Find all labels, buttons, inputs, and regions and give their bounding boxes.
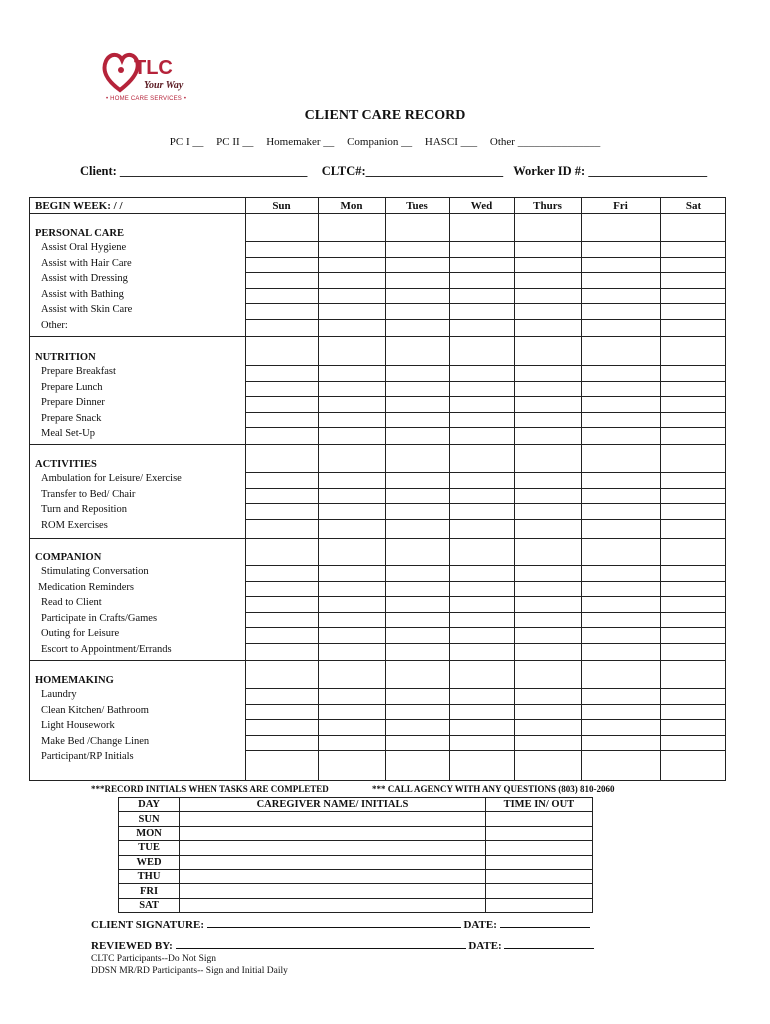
caregiver-table — [118, 797, 593, 913]
caregiver-day-mon: MON — [119, 826, 180, 840]
section-title: NUTRITION — [35, 352, 96, 363]
day-header-thurs: Thurs — [533, 200, 562, 212]
section-title-divider — [245, 365, 725, 366]
grid-column-line — [318, 198, 319, 780]
caregiver-row — [119, 841, 593, 855]
worker-id-field[interactable]: Worker ID #: ___________________ — [513, 164, 708, 178]
caregiver-name-cell[interactable] — [180, 841, 486, 855]
row-divider — [245, 519, 725, 520]
caregiver-name-header: CAREGIVER NAME/ INITIALS — [180, 798, 486, 812]
section-title-divider — [245, 241, 725, 242]
caregiver-name-cell[interactable] — [180, 855, 486, 869]
client-signature-field[interactable] — [207, 916, 461, 928]
section-title: COMPANION — [35, 552, 102, 563]
row-divider — [245, 303, 725, 304]
task-label: ROM Exercises — [41, 519, 108, 531]
row-divider — [245, 319, 725, 320]
section-title-divider — [245, 472, 725, 473]
section-divider — [30, 538, 725, 539]
footer-note-cltc: CLTC Participants--Do Not Sign — [91, 954, 216, 964]
task-label: Assist with Skin Care — [41, 304, 133, 316]
reviewed-by-label: REVIEWED BY: — [91, 940, 173, 952]
level-pc1: PC I __ — [169, 136, 204, 148]
day-header: DAY — [119, 798, 180, 812]
client-date-label: DATE: — [463, 919, 497, 931]
row-divider — [245, 581, 725, 582]
task-label: Prepare Snack — [41, 412, 102, 424]
grid-column-line — [660, 198, 661, 780]
logo-tlc-text: TLC — [134, 57, 173, 79]
task-label: Outing for Leisure — [41, 628, 120, 640]
row-divider — [245, 735, 725, 736]
task-label: Participate in Crafts/Games — [41, 612, 158, 624]
header-divider — [30, 213, 725, 214]
time-in-out-cell[interactable] — [485, 855, 592, 869]
day-header-mon: Mon — [340, 200, 363, 212]
task-label: Escort to Appointment/Errands — [41, 644, 172, 655]
caregiver-row — [119, 826, 593, 840]
time-in-out-cell[interactable] — [485, 898, 592, 912]
level-other: Other _______________ — [489, 136, 601, 148]
service-level-line — [0, 136, 770, 148]
task-label: Turn and Reposition — [41, 504, 127, 516]
reviewed-by-field[interactable] — [176, 937, 466, 949]
row-divider — [245, 488, 725, 489]
task-label: Medication Reminders — [38, 581, 134, 593]
row-divider — [245, 412, 725, 413]
client-date-field[interactable] — [500, 916, 590, 928]
reviewed-by-line — [91, 937, 594, 952]
task-label: Transfer to Bed/ Chair — [41, 488, 136, 500]
logo-tagline: • HOME CARE SERVICES • — [106, 96, 187, 102]
task-grid — [29, 197, 726, 781]
caregiver-row — [119, 884, 593, 898]
row-divider — [245, 288, 725, 289]
grid-column-line — [514, 198, 515, 780]
time-in-out-cell[interactable] — [485, 826, 592, 840]
task-label: Assist with Dressing — [41, 273, 128, 285]
section-title: PERSONAL CARE — [35, 228, 124, 239]
section-title-divider — [245, 565, 725, 566]
caregiver-row — [119, 869, 593, 883]
caregiver-day-wed: WED — [119, 855, 180, 869]
row-divider — [245, 719, 725, 720]
level-pc2: PC II __ — [216, 136, 254, 148]
section-divider — [30, 660, 725, 661]
begin-week-label[interactable]: BEGIN WEEK: / / — [35, 200, 123, 212]
section-divider — [30, 336, 725, 337]
grid-column-line — [581, 198, 582, 780]
grid-column-line — [245, 198, 246, 780]
client-id-line — [80, 164, 707, 179]
grid-column-line — [385, 198, 386, 780]
grid-column-line — [449, 198, 450, 780]
row-divider — [245, 750, 725, 751]
caregiver-day-sat: SAT — [119, 898, 180, 912]
section-divider — [30, 444, 725, 445]
time-in-out-cell[interactable] — [485, 812, 592, 826]
level-hasci: HASCI ___ — [424, 136, 478, 148]
caregiver-row — [119, 898, 593, 912]
caregiver-day-sun: SUN — [119, 812, 180, 826]
day-header-wed: Wed — [470, 200, 493, 212]
task-label: Assist with Bathing — [41, 288, 124, 300]
task-label: Clean Kitchen/ Bathroom — [41, 704, 149, 716]
task-label: Light Housework — [41, 720, 115, 732]
cltc-field[interactable]: CLTC#:______________________ — [321, 164, 504, 178]
caregiver-name-cell[interactable] — [180, 898, 486, 912]
task-label: Prepare Lunch — [41, 381, 103, 393]
section-title: ACTIVITIES — [35, 459, 97, 470]
task-label: Assist Oral Hygiene — [41, 242, 127, 253]
row-divider — [245, 596, 725, 597]
reviewed-date-field[interactable] — [504, 937, 594, 949]
client-signature-line — [91, 916, 590, 931]
level-companion: Companion __ — [347, 136, 413, 148]
task-label: Prepare Dinner — [41, 397, 105, 409]
task-label: Other: — [41, 320, 68, 331]
time-in-out-cell[interactable] — [485, 884, 592, 898]
row-divider — [245, 396, 725, 397]
heart-logo-icon — [100, 46, 190, 98]
task-label: Laundry — [41, 689, 77, 700]
time-in-out-header: TIME IN/ OUT — [485, 798, 592, 812]
task-label: Participant/RP Initials — [41, 751, 134, 763]
row-divider — [245, 427, 725, 428]
task-label: Make Bed /Change Linen — [41, 735, 150, 747]
page-title: CLIENT CARE RECORD — [304, 108, 466, 123]
reviewed-date-label: DATE: — [468, 940, 502, 952]
call-agency-note: *** CALL AGENCY WITH ANY QUESTIONS (803) 810-2060 — [372, 784, 615, 794]
footer-note-ddsn: DDSN MR/RD Participants-- Sign and Initial Daily — [91, 966, 288, 976]
task-label: Stimulating Conversation — [41, 566, 149, 577]
client-field[interactable]: Client: ______________________________ — [80, 164, 308, 178]
caregiver-row — [119, 855, 593, 869]
task-label: Assist with Hair Care — [41, 257, 132, 269]
caregiver-day-thu: THU — [119, 869, 180, 883]
row-divider — [245, 612, 725, 613]
day-header-fri: Fri — [613, 200, 628, 212]
day-header-tues: Tues — [406, 200, 428, 212]
row-divider — [245, 381, 725, 382]
time-in-out-cell[interactable] — [485, 869, 592, 883]
caregiver-row — [119, 812, 593, 826]
row-divider — [245, 643, 725, 644]
client-signature-label: CLIENT SIGNATURE: — [91, 919, 204, 931]
record-initials-note: ***RECORD INITIALS WHEN TASKS ARE COMPLETED — [91, 784, 329, 794]
caregiver-day-tue: TUE — [119, 841, 180, 855]
row-divider — [245, 503, 725, 504]
company-logo — [100, 46, 190, 110]
time-in-out-cell[interactable] — [485, 841, 592, 855]
day-header-sat: Sat — [685, 200, 702, 212]
caregiver-name-cell[interactable] — [180, 884, 486, 898]
caregiver-name-cell[interactable] — [180, 812, 486, 826]
caregiver-name-cell[interactable] — [180, 826, 486, 840]
row-divider — [245, 257, 725, 258]
level-homemaker: Homemaker __ — [266, 136, 335, 148]
logo-yourway-text: Your Way — [144, 80, 184, 91]
task-label: Meal Set-Up — [41, 428, 95, 440]
section-title: HOMEMAKING — [35, 675, 114, 686]
task-label: Read to Client — [41, 597, 102, 609]
caregiver-day-fri: FRI — [119, 884, 180, 898]
row-divider — [245, 704, 725, 705]
section-title-divider — [245, 688, 725, 689]
row-divider — [245, 272, 725, 273]
task-label: Ambulation for Leisure/ Exercise — [41, 473, 182, 484]
day-header-sun: Sun — [272, 200, 291, 212]
row-divider — [245, 627, 725, 628]
caregiver-name-cell[interactable] — [180, 869, 486, 883]
task-label: Prepare Breakfast — [41, 366, 116, 377]
